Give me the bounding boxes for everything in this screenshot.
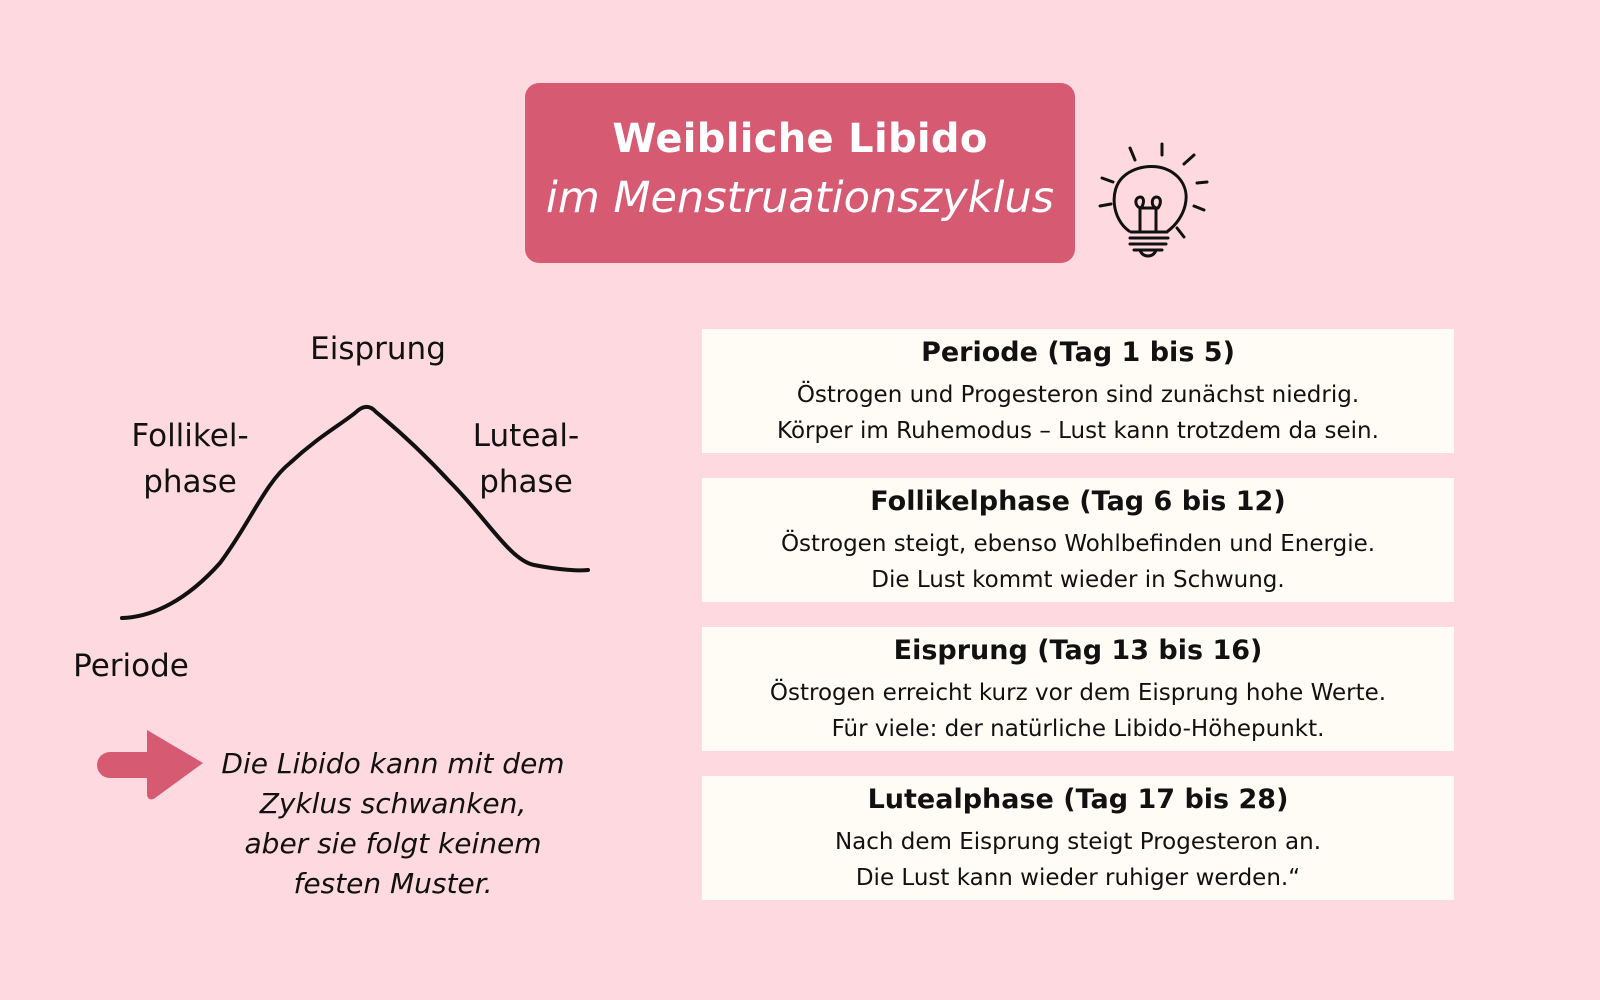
takeaway-line: festen Muster. xyxy=(293,867,493,900)
lightbulb-icon xyxy=(1093,140,1215,268)
phase-description-line: Für viele: der natürliche Libido-Höhepunkt. xyxy=(831,716,1325,742)
page-subtitle: im Menstruationszyklus xyxy=(545,173,1055,223)
phase-description-line: Östrogen erreicht kurz vor dem Eisprung hohe Werte. xyxy=(769,680,1387,706)
label-lutealphase-line1: Luteal- xyxy=(472,418,580,454)
phase-card-lutealphase xyxy=(702,776,1454,900)
right-arrow-icon xyxy=(97,724,207,804)
label-lutealphase-line2: phase xyxy=(479,464,573,500)
takeaway-line: Die Libido kann mit dem xyxy=(221,747,565,780)
phase-card-follikelphase xyxy=(702,478,1454,602)
takeaway-line: aber sie folgt keinem xyxy=(244,827,542,860)
phase-description-line: Die Lust kann wieder ruhiger werden.“ xyxy=(855,865,1301,891)
takeaway-text xyxy=(208,744,578,904)
label-periode: Periode xyxy=(73,648,189,684)
phase-title: Lutealphase (Tag 17 bis 28) xyxy=(867,784,1289,815)
phase-description-line: Nach dem Eisprung steigt Progesteron an. xyxy=(834,829,1322,855)
phase-description-line: Östrogen und Progesteron sind zunächst niedrig. xyxy=(796,382,1360,408)
label-eisprung: Eisprung xyxy=(310,331,446,367)
takeaway-line: Zyklus schwanken, xyxy=(259,787,527,820)
phase-title: Periode (Tag 1 bis 5) xyxy=(921,337,1235,368)
libido-curve-line xyxy=(122,407,588,618)
libido-cycle-diagram xyxy=(0,0,640,1000)
phase-description-line: Körper im Ruhemodus – Lust kann trotzdem da sein. xyxy=(777,418,1379,444)
phase-card-eisprung xyxy=(702,627,1454,751)
phase-title: Eisprung (Tag 13 bis 16) xyxy=(893,635,1263,666)
phase-title: Follikelphase (Tag 6 bis 12) xyxy=(870,486,1286,517)
label-follikelphase-line2: phase xyxy=(143,464,237,500)
page-title: Weibliche Libido xyxy=(612,116,988,162)
phase-description-line: Östrogen steigt, ebenso Wohlbefinden und Energie. xyxy=(780,531,1376,557)
libido-curve xyxy=(100,395,600,635)
label-follikelphase-line1: Follikel- xyxy=(131,418,249,454)
phase-description-line: Die Lust kommt wieder in Schwung. xyxy=(871,567,1285,593)
phase-card-periode xyxy=(702,329,1454,453)
